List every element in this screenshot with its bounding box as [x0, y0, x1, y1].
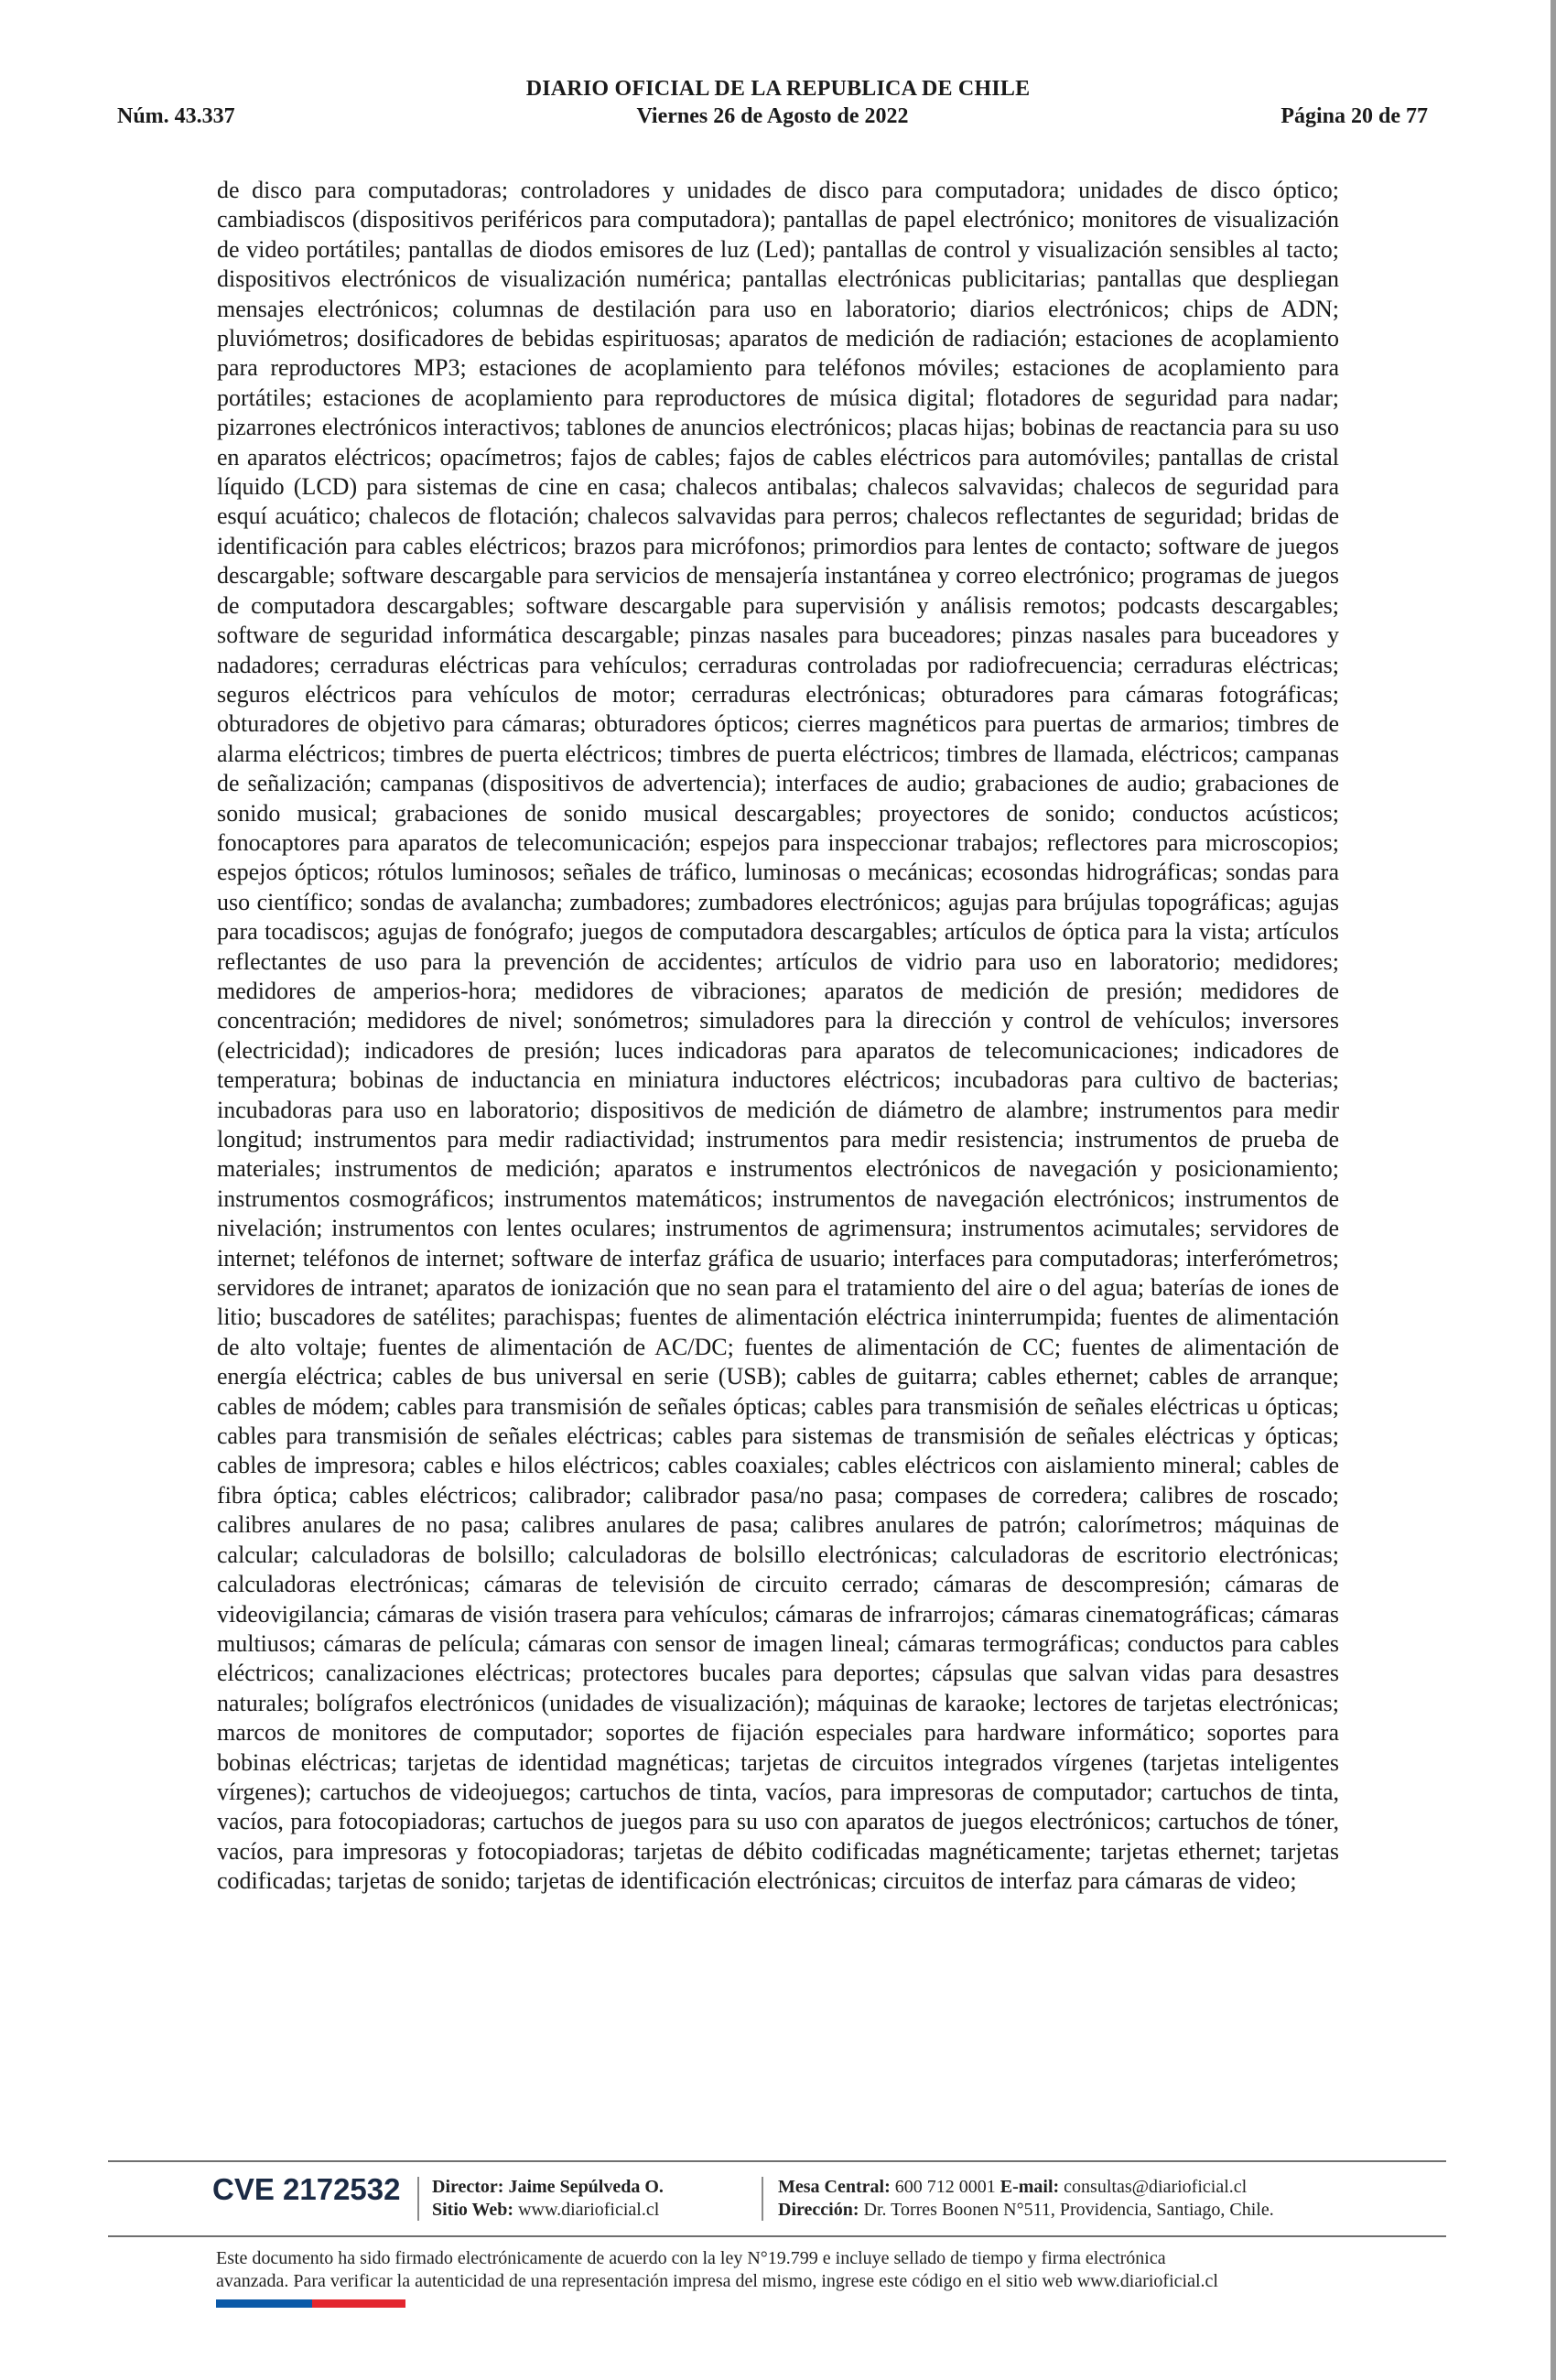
- phone-value: 600 712 0001: [894, 2177, 996, 2197]
- gazette-title: DIARIO OFICIAL DE LA REPUBLICA DE CHILE: [525, 77, 1031, 101]
- phone-label: Mesa Central:: [778, 2177, 891, 2197]
- issue-number: Núm. 43.337: [117, 104, 235, 128]
- address-label: Dirección:: [778, 2200, 859, 2220]
- flag-bar-blue: [216, 2299, 312, 2308]
- legal-line-1: Este documento ha sido firmado electrónicamente de acuerdo con la ley N°19.799 e incluye sellado de tiempo y firma electrónica: [216, 2248, 1166, 2268]
- director-block: [432, 2176, 664, 2222]
- footer-divider-bottom: [108, 2235, 1446, 2237]
- phone-email-line: [778, 2176, 1274, 2199]
- cve-code: CVE 2172532: [212, 2172, 401, 2206]
- email-link[interactable]: consultas@diarioficial.cl: [1064, 2177, 1248, 2197]
- address-line: [778, 2199, 1274, 2222]
- body-paragraph: de disco para computadoras; controladores y unidades de disco para computadora; unidades de disco óptico; cambiadiscos (dispositivos periféricos para computadora); pantallas de papel electrónico; monitores de visualización de video portátiles; pantallas de diodos emisores de luz (Led); pantallas de control y visualización sensibles al tacto; dispositivos electrónicos de visualización numérica; pantallas electrónicas publicitarias; pantallas que despliegan mensajes electrónicos; columnas de destilación para uso en laboratorio; diarios electrónicos; chips de ADN; pluviómetros; dosificadores de bebidas espirituosas; aparatos de medición de radiación; estaciones de acoplamiento para reproductores MP3; estaciones de acoplamiento para teléfonos móviles; estaciones de acoplamiento para portátiles; estaciones de acoplamiento para reproductores de música digital; flotadores de seguridad para nadar; pizarrones electrónicos interactivos; tablones de anuncios electrónicos; placas hijas; bobinas de reactancia para su uso en aparatos eléctricos; opacímetros; fajos de cables; fajos de cables eléctricos para automóviles; pantallas de cristal líquido (LCD) para sistemas de cine en casa; chalecos antibalas; chalecos salvavidas; chalecos de seguridad para esquí acuático; chalecos de flotación; chalecos salvavidas para perros; chalecos reflectantes de seguridad; bridas de identificación para cables eléctricos; brazos para micrófonos; primordios para lentes de contacto; software de juegos descargable; software descargable para servicios de mensajería instantánea y correo electrónico; programas de juegos de computadora descargables; software descargable para supervisión y análisis remotos; podcasts descargables; software de seguridad informática descargable; pinzas nasales para buceadores; pinzas nasales para buceadores y nadadores; cerraduras eléctricas para vehículos; cerraduras controladas por radiofrecuencia; cerraduras eléctricas; seguros eléctricos para vehículos de motor; cerraduras electrónicas; obturadores para cámaras fotográficas; obturadores de objetivo para cámaras; obturadores ópticos; cierres magnéticos para puertas de armarios; timbres de alarma eléctricos; timbres de puerta eléctricos; timbres de puerta eléctricos; timbres de llamada, eléctricos; campanas de señalización; campanas (dispositivos de advertencia); interfaces de audio; grabaciones de audio; grabaciones de sonido musical; grabaciones de sonido musical descargables; proyectores de sonido; conductos acústicos; fonocaptores para aparatos de telecomunicación; espejos para inspeccionar trabajos; reflectores para microscopios; espejos ópticos; rótulos luminosos; señales de tráfico, luminosas o mecánicas; ecosondas hidrográficas; sondas para uso científico; sondas de avalancha; zumbadores; zumbadores electrónicos; agujas para brújulas topográficas; agujas para tocadiscos; agujas de fonógrafo; juegos de computadora descargables; artículos de óptica para la vista; artículos reflectantes de uso para la prevención de accidentes; artículos de vidrio para uso en laboratorio; medidores; medidores de amperios-hora; medidores de vibraciones; aparatos de medición de presión; medidores de concentración; medidores de nivel; sonómetros; simuladores para la dirección y control de vehículos; inversores (electricidad); indicadores de presión; luces indicadoras para aparatos de telecomunicaciones; indicadores de temperatura; bobinas de inductancia en miniatura inductores eléctricos; incubadoras para cultivo de bacterias; incubadoras para uso en laboratorio; dispositivos de medición de diámetro de alambre; instrumentos para medir longitud; instrumentos para medir radiactividad; instrumentos para medir resistencia; instrumentos de prueba de materiales; instrumentos de medición; aparatos e instrumentos electrónicos de navegación y posicionamiento; instrumentos cosmográficos; instrumentos matemáticos; instrumentos de navegación electrónicos; instrumentos de nivelación; instrumentos con lentes oculares; instrumentos de agrimensura; instrumentos acimutales; servidores de internet; teléfonos de internet; software de interfaz gráfica de usuario; interfaces para computadoras; interferómetros; servidores de intranet; aparatos de ionización que no sean para el tratamiento del aire o del agua; baterías de iones de litio; buscadores de satélites; parachispas; fuentes de alimentación eléctrica ininterrumpida; fuentes de alimentación de alto voltaje; fuentes de alimentación de AC/DC; fuentes de alimentación de CC; fuentes de alimentación de energía eléctrica; cables de bus universal en serie (USB); cables de guitarra; cables ethernet; cables de arranque; cables de módem; cables para transmisión de señales ópticas; cables para transmisión de señales eléctricas u ópticas; cables para transmisión de señales eléctricas; cables para sistemas de transmisión de señales eléctricas y ópticas; cables de impresora; cables e hilos eléctricos; cables coaxiales; cables eléctricos con aislamiento mineral; cables de fibra óptica; cables eléctricos; calibrador; calibrador pasa/no pasa; compases de corredera; calibres de roscado; calibres anulares de no pasa; calibres anulares de pasa; calibres anulares de patrón; calorímetros; máquinas de calcular; calculadoras de bolsillo; calculadoras de bolsillo electrónicas; calculadoras de escritorio electrónicas; calculadoras electrónicas; cámaras de televisión de circuito cerrado; cámaras de descompresión; cámaras de videovigilancia; cámaras de visión trasera para vehículos; cámaras de infrarrojos; cámaras cinematográficas; cámaras multiusos; cámaras de película; cámaras con sensor de imagen lineal; cámaras termográficas; conductos para cables eléctricos; canalizaciones eléctricas; protectores bucales para deportes; cápsulas que salvan vidas para desastres naturales; bolígrafos electrónicos (unidades de visualización); máquinas de karaoke; lectores de tarjetas electrónicas; marcos de monitores de computador; soportes de fijación especiales para hardware informático; soportes para bobinas eléctricas; tarjetas de identidad magnéticas; tarjetas de circuitos integrados vírgenes (tarjetas inteligentes vírgenes); cartuchos de videojuegos; cartuchos de tinta, vacíos, para impresoras de computador; cartuchos de tinta, vacíos, para fotocopiadoras; cartuchos de juegos para su uso con aparatos de juegos electrónicos; cartuchos de tóner, vacíos, para impresoras y fotocopiadoras; tarjetas de débito codificadas magnéticamente; tarjetas ethernet; tarjetas codificadas; tarjetas de sonido; tarjetas de identificación electrónicas; circuitos de interfaz para cámaras de video;: [217, 177, 1339, 1895]
- footer-divider-top: [108, 2160, 1446, 2162]
- header-row: [117, 104, 1428, 135]
- flag-bar-red: [312, 2299, 405, 2308]
- contact-block: [778, 2176, 1274, 2222]
- website-label: Sitio Web:: [432, 2200, 514, 2220]
- address-value: Dr. Torres Boonen N°511, Providencia, Santiago, Chile.: [863, 2200, 1274, 2220]
- website-link[interactable]: www.diarioficial.cl: [518, 2200, 660, 2220]
- issue-date: Viernes 26 de Agosto de 2022: [636, 104, 909, 128]
- director-label: Director:: [432, 2177, 504, 2197]
- website-line: [432, 2199, 664, 2222]
- email-label: E-mail:: [1000, 2177, 1060, 2197]
- director-line: [432, 2176, 664, 2199]
- page-number: Página 20 de 77: [1280, 104, 1428, 128]
- footer-separator: [417, 2177, 419, 2221]
- legal-notice: [216, 2247, 1351, 2293]
- footer-separator: [762, 2177, 763, 2221]
- director-name: Jaime Sepúlveda O.: [508, 2177, 664, 2197]
- legal-line-2: avanzada. Para verificar la autenticidad de una representación impresa del mismo, ingrese este código en el sitio web www.diarioficial.cl: [216, 2271, 1218, 2291]
